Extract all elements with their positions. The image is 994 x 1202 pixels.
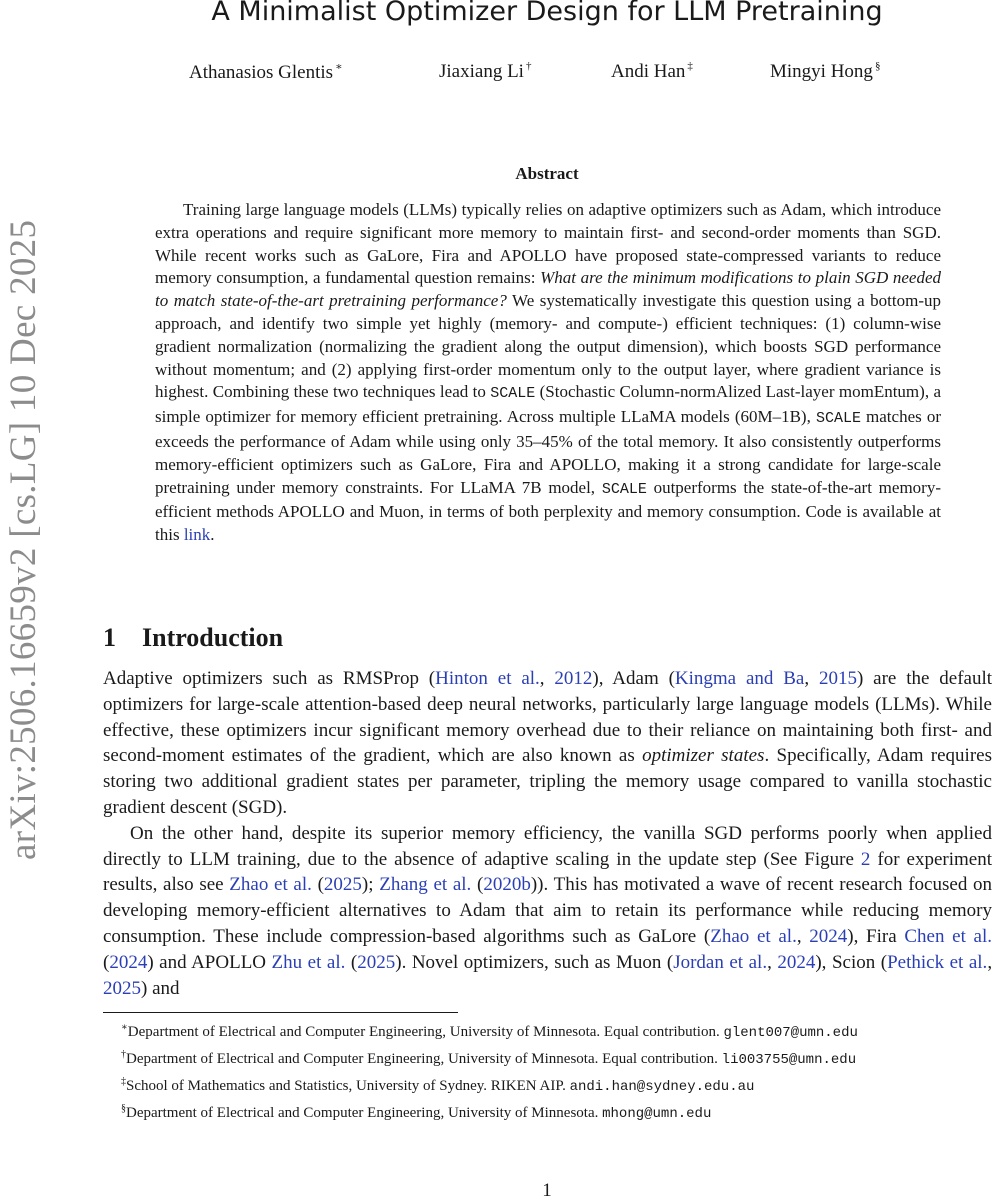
body-text: ), Adam ( bbox=[592, 668, 675, 689]
citation-year-link[interactable]: 2012 bbox=[554, 668, 593, 689]
citation-year-link[interactable]: 2025 bbox=[103, 977, 141, 999]
body-text: ), Fira bbox=[847, 925, 905, 947]
abstract-paragraph bbox=[155, 199, 941, 547]
citation-link[interactable]: Kingma and Ba bbox=[674, 668, 805, 689]
section-title: Introduction bbox=[142, 623, 284, 652]
citation-year-link[interactable]: 2024 bbox=[777, 951, 816, 973]
paper-title: A Minimalist Optimizer Design for LLM Pretraining bbox=[211, 0, 883, 27]
abstract-body bbox=[155, 199, 941, 547]
intro-paragraph-2: On the other hand, despite its superior memory efficiency, the vanilla SGD performs poorly when applied directly to LLM training, due to the absence of adaptive scaling in the update step (See Figure 2 for experiment results, also see Zhao et al. (2025); Zhang et al. (2020b)). This has motivated a wave of recent research focused on developing memory-efficient alternatives to Adam that aim to retain its performance while reducing memory consumption. These include compression-based algorithms such as GaLore (Zhao et al., 2024), Fira Chen et al. (2024) and APOLLO Zhu et al. (2025). Novel optimizers, such as Muon (Jordan et al., 2024), Scion (Pethick et al., 2025) and bbox=[103, 822, 993, 999]
citation-link[interactable]: Pethick et al. bbox=[887, 951, 988, 973]
abstract-text: Training large language models (LLMs) typically relies on adaptive optimizers such as Adam, which introduce extra operations and require significant more memory to maintain first- and second-order moments than SGD. While recent works such as GaLore, Fira and APOLLO have proposed state-compressed variants to reduce memory consumption, a fundamental question remains: bbox=[155, 200, 941, 288]
citation-link[interactable]: Chen et al. bbox=[904, 925, 992, 947]
author-name: Athanasios Glentis bbox=[189, 62, 334, 83]
arxiv-identifier: arXiv:2506.16659v2 [cs.LG] 10 Dec 2025 bbox=[3, 219, 44, 860]
abstract-text: outperforms the state-of-the-art memory-efficient methods APOLLO and Muon, in terms of both perplexity and memory consumption. Code is available at this bbox=[155, 477, 941, 545]
author-3 bbox=[611, 60, 693, 83]
author-name: Mingyi Hong bbox=[770, 61, 873, 82]
footnote-text: Department of Electrical and Computer Engineering, University of Minnesota. bbox=[126, 1105, 603, 1121]
body-text: and APOLLO bbox=[153, 951, 272, 973]
citation-link[interactable]: Zhu et al. bbox=[271, 951, 346, 973]
footnote-divider bbox=[103, 1012, 458, 1013]
author-name: Jiaxiang Li bbox=[439, 61, 524, 82]
abstract-text: matches or exceeds the performance of Adam while using only 35–45% of the total memory. It also consistently outperforms memory-efficient optimizers such as GaLore, Fira and APOLLO, making it a strong candidate for large-scale pretraining under memory constraints. For LLaMA 7B model, bbox=[155, 407, 941, 497]
footnote-mark: § bbox=[121, 1103, 126, 1114]
citation-year-link[interactable]: 2024 bbox=[109, 951, 148, 973]
citation-link[interactable]: Zhang et al. bbox=[379, 874, 472, 896]
body-text: ) are the default optimizers for large-scale attention-based deep neural networks, particularly large language models (LLMs). While effective, these optimizers incur significant memory overhead due to their reliance on maintaining both first- and second-moment estimates of the gradient, which are also known as bbox=[103, 668, 993, 767]
footnote-text: School of Mathematics and Statistics, University of Sydney. RIKEN AIP. bbox=[126, 1078, 570, 1094]
citation-link[interactable]: Hinton et al. bbox=[435, 668, 540, 689]
method-name: SCALE bbox=[490, 385, 536, 403]
author-mark: § bbox=[874, 60, 881, 72]
body-text: , bbox=[804, 668, 819, 689]
figure-ref-link[interactable]: 2 bbox=[860, 848, 871, 870]
author-4 bbox=[770, 60, 880, 83]
body-text: On the other hand, despite its superior memory efficiency, the vanilla SGD performs poorly when applied directly to LLM training, due to the absence of adaptive scaling in the update step (See Figure bbox=[103, 822, 992, 870]
footnote-mark: † bbox=[121, 1049, 126, 1060]
body-text: for experiment results, also see bbox=[103, 848, 993, 896]
introduction-body bbox=[103, 666, 992, 1001]
footnote-4 bbox=[103, 1098, 992, 1125]
method-name: SCALE bbox=[815, 410, 861, 428]
author-email: andi.han@sydney.edu.au bbox=[569, 1079, 755, 1095]
author-list bbox=[0, 60, 994, 90]
emphasis-term: optimizer states bbox=[642, 745, 765, 767]
footnote-2 bbox=[103, 1044, 992, 1071]
body-text: ). This has motivated a wave of recent research focused on developing memory-efficient alternatives to Adam that aim to retain its performance while reducing memory consumption. These include compression-based algorithms such as GaLore ( bbox=[103, 874, 993, 947]
author-name: Andi Han bbox=[611, 61, 686, 82]
abstract-heading: Abstract bbox=[515, 164, 579, 183]
body-text: . Specifically, Adam requires storing two additional gradient states per parameter, tripling the memory usage compared to vanilla stochastic gradient descent (SGD). bbox=[103, 745, 992, 818]
section-number: 1 bbox=[103, 623, 116, 652]
body-text: Adaptive optimizers such as RMSProp ( bbox=[103, 668, 436, 689]
abstract-text: . bbox=[210, 525, 215, 545]
body-text: ), Scion ( bbox=[815, 951, 888, 973]
author-email: glent007@umn.edu bbox=[723, 1025, 858, 1041]
method-name: SCALE bbox=[601, 480, 647, 498]
citation-year-link[interactable]: 2020b bbox=[483, 874, 531, 896]
intro-paragraph-1 bbox=[103, 666, 992, 821]
code-link[interactable]: link bbox=[183, 525, 211, 545]
citation-link[interactable]: Jordan et al. bbox=[673, 951, 768, 973]
footnotes bbox=[103, 1017, 992, 1125]
citation-year-link[interactable]: 2024 bbox=[809, 925, 848, 947]
footnote-3 bbox=[103, 1071, 992, 1098]
citation-year-link[interactable]: 2015 bbox=[818, 668, 857, 689]
author-mark: ∗ bbox=[335, 61, 343, 73]
section-heading bbox=[103, 623, 283, 653]
author-email: mhong@umn.edu bbox=[602, 1106, 712, 1122]
citation-year-link[interactable]: 2025 bbox=[323, 874, 362, 896]
author-2 bbox=[439, 60, 531, 83]
author-email: li003755@umn.edu bbox=[721, 1052, 857, 1068]
abstract-text: (Stochastic Column-normAlized Last-layer momEntum), a simple optimizer for memory efficient pretraining. Across multiple LLaMA models (60M–1B), bbox=[155, 382, 941, 427]
abstract-text: We systematically investigate this question using a bottom-up approach, and identify two simple yet highly (memory- and compute-) efficient techniques: (1) column-wise gradient normalization (normalizing the gradient along the output dimension), which boosts SGD performance without momentum; and (2) applying first-order momentum only to the output layer, where gradient variance is highest. Combining these two techniques lead to bbox=[155, 291, 942, 402]
footnote-1 bbox=[103, 1017, 992, 1044]
research-question: What are the minimum modifications to plain SGD needed to match state-of-the-art pretraining performance? bbox=[155, 268, 942, 311]
footnote-text: Department of Electrical and Computer Engineering, University of Minnesota. Equal contribution. bbox=[126, 1051, 722, 1067]
author-1 bbox=[189, 60, 343, 84]
body-text: . Novel optimizers, such as Muon ( bbox=[401, 951, 674, 973]
citation-year-link[interactable]: 2025 bbox=[357, 951, 396, 973]
citation-link[interactable]: Zhao et al. bbox=[710, 925, 797, 947]
citation-link[interactable]: Zhao et al. bbox=[229, 874, 312, 896]
footnote-text: Department of Electrical and Computer Engineering, University of Minnesota. Equal contribution. bbox=[127, 1024, 724, 1040]
body-text: ) and bbox=[141, 977, 180, 999]
footnote-mark: ∗ bbox=[121, 1022, 128, 1033]
author-mark: ‡ bbox=[687, 60, 693, 72]
footnote-mark: ‡ bbox=[121, 1076, 126, 1087]
body-text: , bbox=[539, 668, 555, 689]
page-number: 1 bbox=[542, 1180, 552, 1201]
author-mark: † bbox=[525, 60, 532, 72]
